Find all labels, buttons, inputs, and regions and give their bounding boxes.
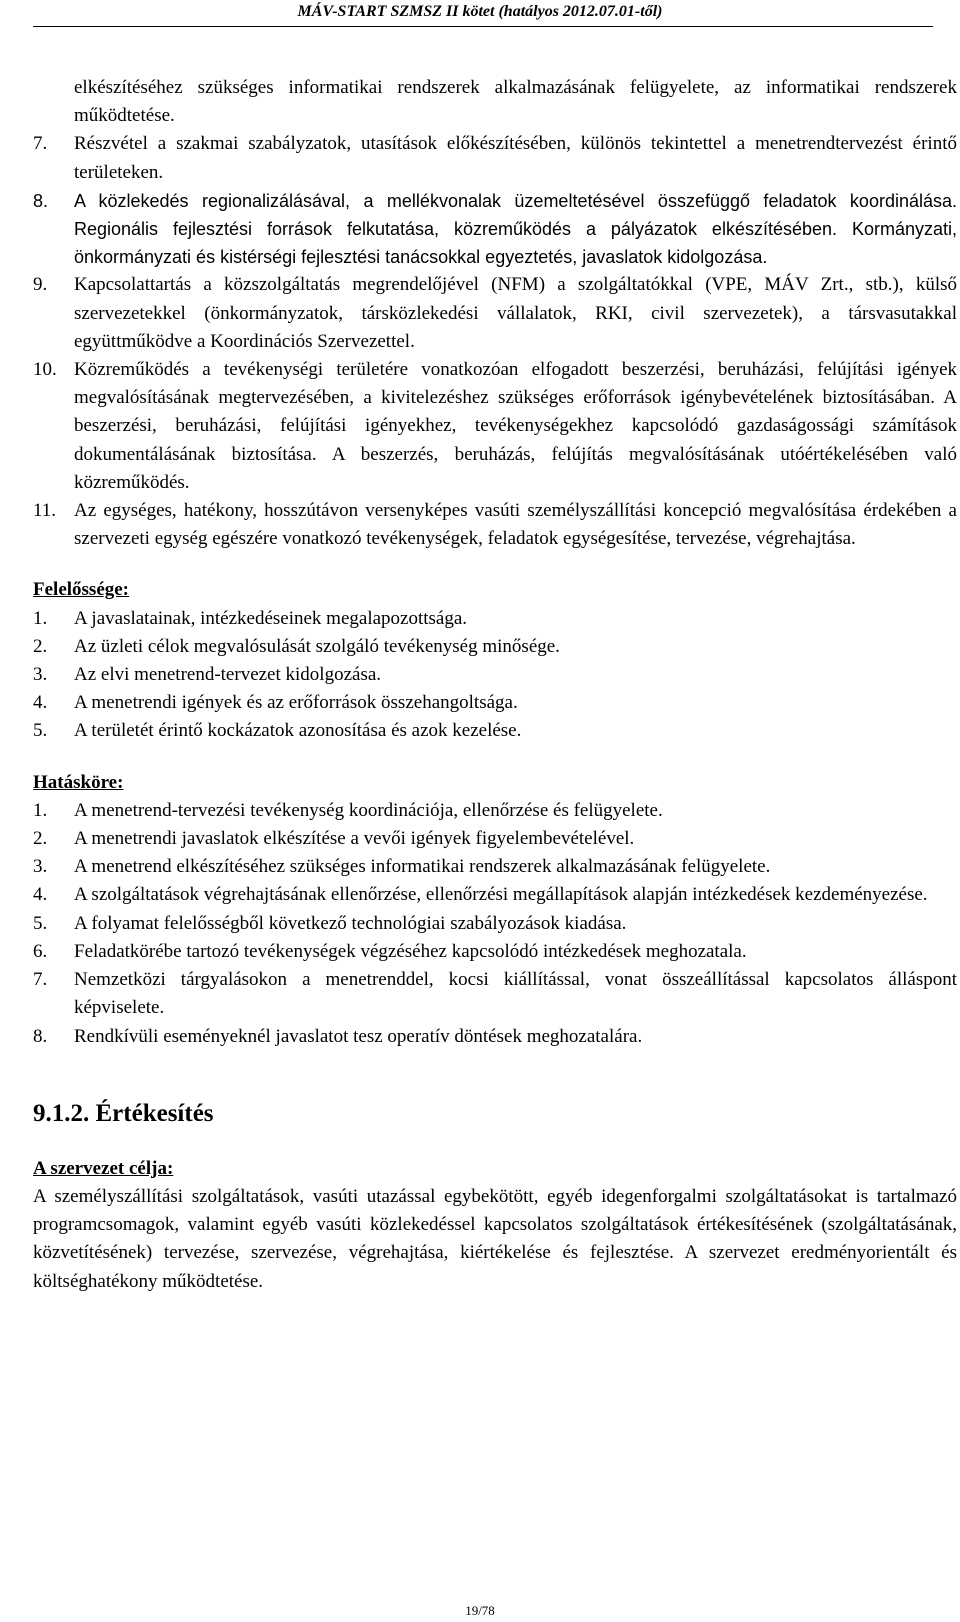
- list-item: [33, 661, 957, 689]
- list-item: [33, 633, 957, 661]
- list-item: [33, 356, 957, 497]
- list-item-number: 3.: [33, 856, 48, 878]
- list-item-number: 9.: [33, 274, 48, 296]
- list-item: [33, 910, 957, 938]
- list-item-number: 11.: [33, 500, 57, 522]
- list-item: [33, 130, 957, 186]
- list-item-number: 7.: [33, 133, 48, 155]
- list-item-number: 1.: [33, 607, 48, 629]
- list-item-text: A menetrendi igények és az erőforrások összehangoltsága.: [74, 692, 518, 714]
- list-item-number: 2.: [33, 828, 48, 850]
- document-body: [33, 74, 957, 1296]
- list-item-text: Feladatkörébe tartozó tevékenységek végzéséhez kapcsolódó intézkedések meghozatala.: [74, 940, 747, 962]
- list-item-text: Az elvi menetrend-tervezet kidolgozása.: [74, 664, 382, 686]
- goal-paragraph: A személyszállítási szolgáltatások, vasúti utazással egybekötött, egyéb idegenforgalmi szolgáltatásokat is tartalmazó programcsomagok, valamint egyéb vasúti közlekedéssel kapcsolatos szolgáltatások értékesítésének (szolgáltatásának, közvetítésének) tervezése, szervezése, végrehajtása, kiértékelése és fejlesztése. A szervezet eredményorientált és költséghatékony működtetése.: [33, 1185, 957, 1292]
- list-item-continuation: [33, 74, 957, 130]
- list-item: [33, 797, 957, 825]
- header-divider: [33, 26, 933, 27]
- list-item-number: 4.: [33, 884, 48, 906]
- list-item: [33, 881, 957, 909]
- list-item-text: Közreműködés a tevékenységi területére vonatkozóan elfogadott beszerzési, beruházási, felújítási igények megvalósításának megtervezésében, a kivitelezéshez szükséges erőforrások igénybevételének biztosításában. A beszerzési, beruházási, felújítási igényekhez, tevékenységekhez kapcsolódó gazdaságossági számítások dokumentálásának biztosítása. A beszerzés, beruházás, felújítás megvalósításának utóértékelésében való közreműködés.: [74, 359, 957, 493]
- list-item-text: A javaslatainak, intézkedéseinek megalapozottsága.: [74, 607, 468, 629]
- list-item-number: 10.: [33, 359, 57, 381]
- list-item: [33, 605, 957, 633]
- list-item-number: 6.: [33, 940, 48, 962]
- list-item-text: Nemzetközi tárgyalásokon a menetrenddel, kocsi kiállítással, vonat összeállítással kapcsolatos álláspont képviselete.: [74, 969, 957, 1019]
- list-item: [33, 497, 957, 553]
- list-item-text: A szolgáltatások végrehajtásának ellenőrzése, ellenőrzési megállapítások alapján intézkedések kezdeményezése.: [74, 884, 928, 906]
- list-item-number: 8.: [33, 190, 49, 211]
- list-item-number: 8.: [33, 1025, 48, 1047]
- list-item: [33, 966, 957, 1022]
- list-item-number: 1.: [33, 799, 48, 821]
- list-item-number: 2.: [33, 635, 48, 657]
- list-item-number: 7.: [33, 969, 48, 991]
- list-item-text: Az üzleti célok megvalósulását szolgáló tevékenység minősége.: [74, 635, 560, 657]
- felelossege-heading: Felelőssége:: [33, 579, 130, 601]
- list-item-number: 5.: [33, 912, 48, 934]
- list-item-number: 3.: [33, 664, 48, 686]
- list-item-text: Az egységes, hatékony, hosszútávon versenyképes vasúti személyszállítási koncepció megvalósítása érdekében a szervezeti egység egészére vonatkozó tevékenységek, feladatok egységesítése, tervezése, végrehajtása.: [74, 500, 957, 550]
- hataskore-heading: Hatásköre:: [33, 771, 124, 793]
- list-item: [33, 187, 957, 272]
- list-item-text: Kapcsolattartás a közszolgáltatás megrendelőjével (NFM) a szolgáltatókkal (VPE, MÁV Zrt., stb.), külső szervezetekkel (önkormányzatok, társközlekedési vállalatok, RKI, civil szervezetek), a társvasutakkal együttműködve a Koordinációs Szervezettel.: [74, 274, 957, 352]
- list-item: [33, 825, 957, 853]
- list-item-text: A folyamat felelősségből következő technológiai szabályozások kiadása.: [74, 912, 627, 934]
- list-item-text: A menetrendi javaslatok elkészítése a vevői igények figyelembevételével.: [74, 828, 635, 850]
- list-item: [33, 853, 957, 881]
- list-item: [33, 689, 957, 717]
- list-item-text: A közlekedés regionalizálásával, a mellékvonalak üzemeltetésével összefüggő feladatok koordinálása. Regionális fejlesztési források felkutatása, közreműködés a pályázatok elkészítésében. Kormányzati, önkormányzati és kistérségi fejlesztési tanácsokkal egyeztetés, javaslatok kidolgozása.: [74, 190, 957, 268]
- page-header: MÁV-START SZMSZ II kötet (hatályos 2012.07.01-től): [297, 3, 663, 20]
- list-item: [33, 938, 957, 966]
- list-item-text: A területét érintő kockázatok azonosítása és azok kezelése.: [74, 720, 522, 742]
- section-title: 9.1.2. Értékesítés: [33, 1099, 214, 1127]
- list-item-text: Rendkívüli eseményeknél javaslatot tesz operatív döntések meghozatalára.: [74, 1025, 643, 1047]
- list-item-text: A menetrend elkészítéséhez szükséges informatikai rendszerek alkalmazásának felügyelete.: [74, 856, 771, 878]
- goal-heading: A szervezet célja:: [33, 1157, 174, 1179]
- list-item: [33, 1023, 957, 1051]
- list-item-text: Részvétel a szakmai szabályzatok, utasítások előkészítésében, különös tekintettel a menetrendtervezést érintő területeken.: [74, 133, 957, 183]
- list-item-text: A menetrend-tervezési tevékenység koordinációja, ellenőrzése és felügyelete.: [74, 799, 663, 821]
- page-number: 19/78: [465, 1603, 495, 1618]
- list-item-text: elkészítéséhez szükséges informatikai rendszerek alkalmazásának felügyelete, az informatikai rendszerek működtetése.: [74, 77, 957, 127]
- list-item: [33, 271, 957, 356]
- list-item: [33, 717, 957, 745]
- list-item-number: 4.: [33, 692, 48, 714]
- list-item-number: 5.: [33, 720, 48, 742]
